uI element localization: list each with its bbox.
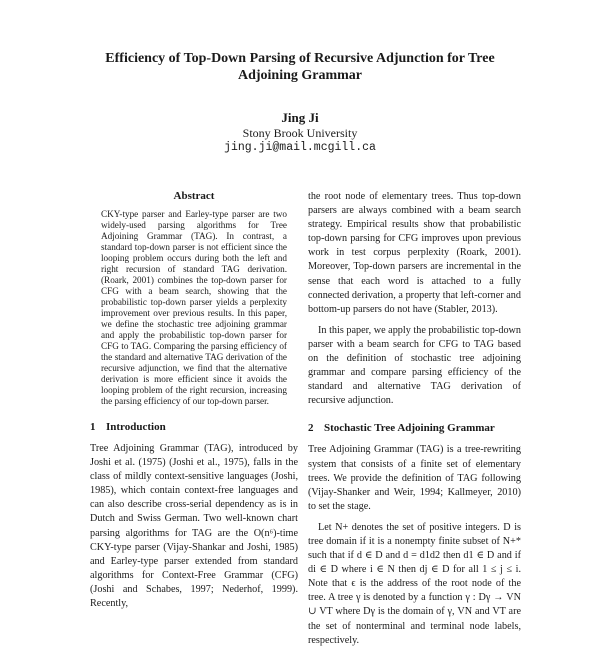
section-1-title: Introduction — [106, 421, 166, 433]
intro-paragraph: Tree Adjoining Grammar (TAG), introduced by Joshi et al. (1975) (Joshi et al., 1975), falls in the class of mildly context-sensitive languages (Joshi, 1985), which contain context-free languages and can also describe cross-serial dependency as is in Dutch and Swiss German. Two well-known chart parsing algorithms for TAG are the O(n⁶)-time CKY-type parser (Vijay-Shankar and Joshi, 1985) and Earley-type parser extended from standard algorithms for Context-Free Grammar (CFG) (Joshi and Schabes, 1997; Nederhof, 1999). Recently, — [90, 443, 298, 610]
author-name: Jing Ji — [281, 110, 319, 125]
section-1-heading — [90, 421, 298, 433]
author-email: jing.ji@mail.mcgill.ca — [224, 141, 376, 154]
section-2-heading — [308, 422, 521, 434]
left-column — [90, 190, 298, 611]
section-2-title: Stochastic Tree Adjoining Grammar — [324, 422, 495, 435]
section-1-number: 1 — [90, 421, 96, 433]
paper-title: Efficiency of Top-Down Parsing of Recursive Adjunction for Tree Adjoining Grammar — [105, 51, 495, 83]
intro-paragraph-this-paper: In this paper, we apply the probabilistic top-down parser with a beam search for CFG to TAG based on the definition of stochastic tree adjoining grammar and compare parsing efficiency of the standard and alternative TAG derivation of recursive adjunction. — [308, 324, 521, 407]
author-affiliation: Stony Brook University — [242, 126, 358, 140]
intro-paragraph-continued: the root node of elementary trees. Thus top-down parsers are always combined with a beam search strategy. Empirical results show that probabilistic top-down parsing for CFG improves upon previous work in test corpus perplexity (Roark, 2001). Moreover, Top-down parsers are incremental in the sense that each word is attached to a fully connected derivation, a property that left-corner and bottom-up parsers do not have (Stabler, 2013). — [308, 191, 521, 315]
right-column — [308, 190, 521, 648]
abstract-heading: Abstract — [173, 190, 215, 202]
section-2-paragraph-1: Tree Adjoining Grammar (TAG) is a tree-rewriting system that consists of a finite set of elementary trees. We provide the definition of TAG following (Vijay-Shanker and Weir, 1994; Kallmeyer, 2010) to set the stage. — [308, 444, 521, 512]
section-2-paragraph-2: Let N+ denotes the set of positive integers. D is tree domain if it is a nonempty finite subset of N+* such that if d ∈ D and d = d1d2 then d1 ∈ D and if di ∈ D where i ∈ N then dj ∈ D for all 1 ≤ j ≤ i. Note that ϵ is the address of the root node of the tree. A tree γ is denoted by a function γ : Dγ → VN ∪ VT where Dγ is the domain of γ, VN and VT are the set of nonterminal and terminal node labels, respectively. — [308, 521, 521, 646]
section-2-number: 2 — [308, 422, 314, 435]
abstract-text: CKY-type parser and Earley-type parser are two widely-used parsing algorithms for Tree Adjoining Grammar (TAG). In contrast, a standard top-down parser is not efficient since the looping problem occurs during both the left and right recursion of standard TAG derivation. (Roark, 2001) combines the top-down parser for CFG with a beam search, showing that the probabilistic top-down parser yields a perplexity improvement over previous results. In this paper, we define the stochastic tree adjoining grammar and apply the probabilistic top-down parser for CFG to TAG. Comparing the parsing efficiency of the standard and alternative TAG derivation of the recursive adjunction, we find that the alternative derivation is more efficient since it avoids the looping problem of the right recursion, increasing the parsing efficiency of our top-down parser. — [101, 209, 287, 406]
